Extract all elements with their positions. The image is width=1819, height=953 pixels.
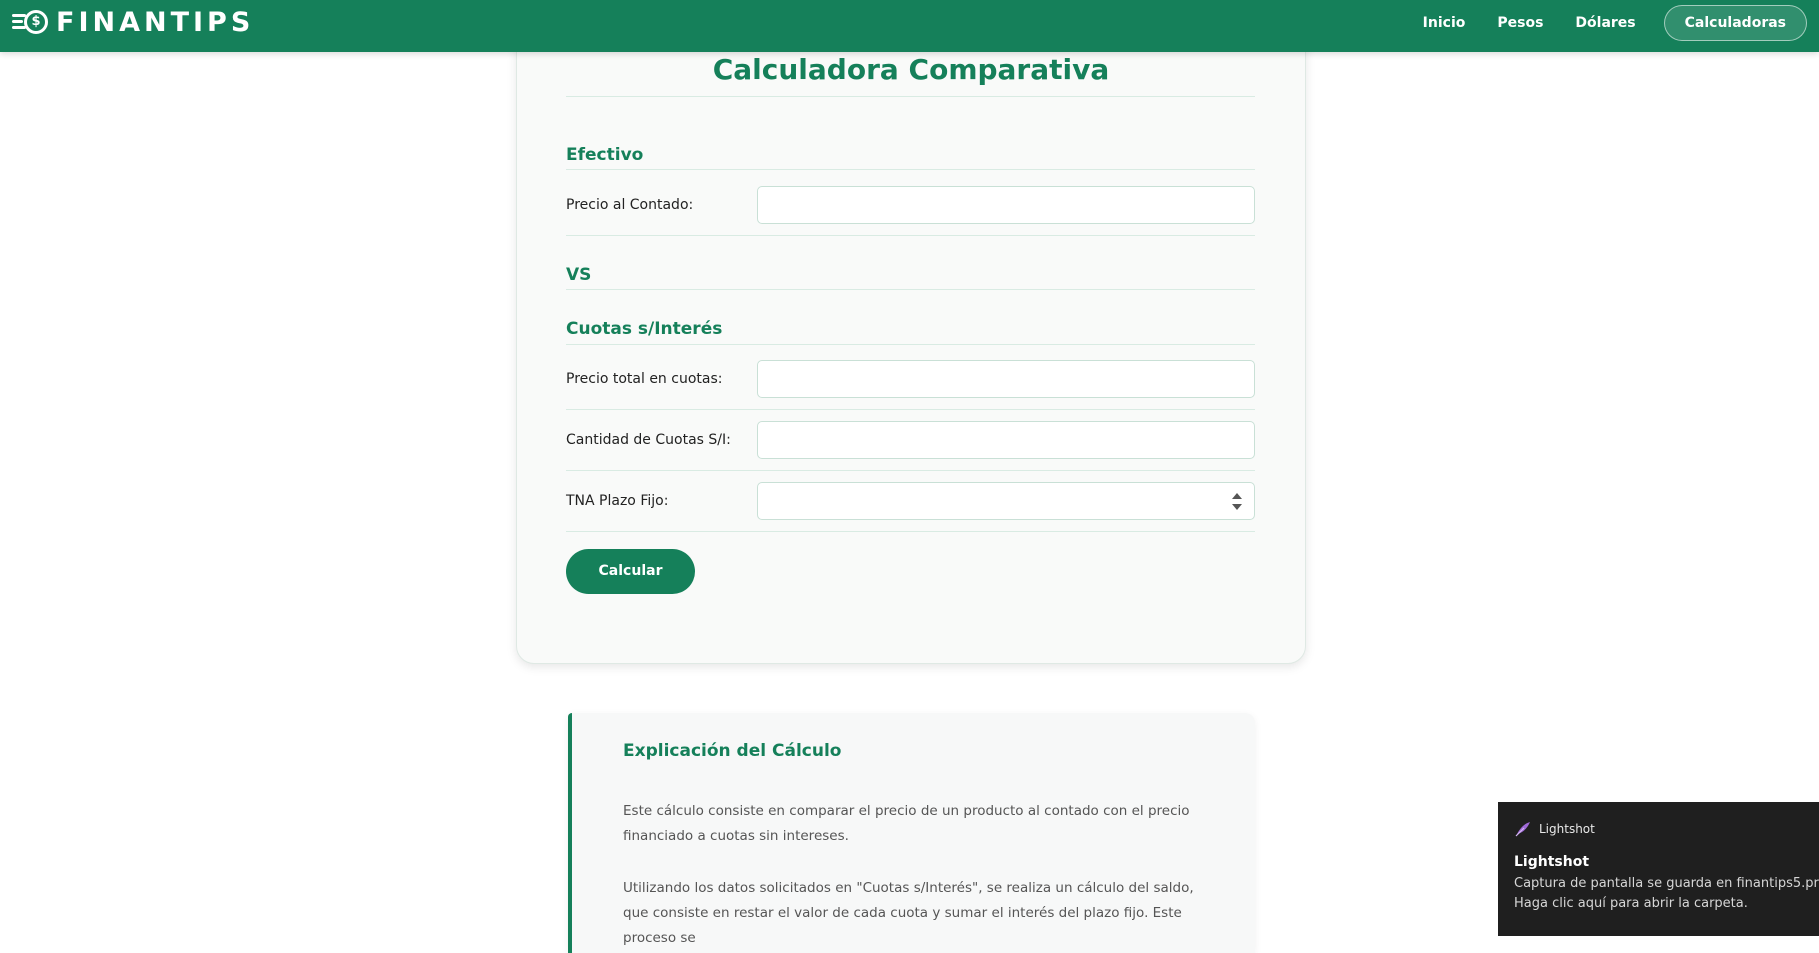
divider [566,470,1255,471]
dollar-coin-logo-icon: $ [12,8,54,36]
notification-title: Lightshot [1514,854,1590,870]
logo-text: FINANTIPS [56,6,255,38]
notification-app-row [1514,820,1595,838]
title-divider [566,96,1255,97]
nav-pesos[interactable]: Pesos [1497,15,1544,31]
nav-calculadoras[interactable]: Calculadoras [1664,5,1807,41]
divider [566,531,1255,532]
cash-price-input[interactable] [757,186,1255,224]
explanation-paragraph: Utilizando los datos solicitados en "Cuotas s/Interés", se realiza un cálculo del saldo, que consiste en restar el valor de cada cuota y sumar el interés del plazo fijo. Este proceso se [623,880,1194,946]
lightshot-notification[interactable] [1498,802,1819,936]
section-installments-heading: Cuotas s/Interés [566,319,723,339]
main-nav [1391,5,1807,41]
divider [566,409,1255,410]
explanation-panel [568,713,1255,953]
calculator-card [516,10,1306,664]
notification-line: Captura de pantalla se guarda en finantips5.pr [1514,876,1819,891]
installment-count-input[interactable] [757,421,1255,459]
lightshot-feather-icon [1514,820,1532,838]
explanation-title: Explicación del Cálculo [623,741,842,761]
total-installments-input[interactable] [757,360,1255,398]
calculator-title: Calculadora Comparativa [712,53,1110,86]
number-spinner-icon[interactable] [1232,493,1242,511]
notification-message [1514,874,1819,914]
divider [566,344,1255,345]
explanation-paragraph: Este cálculo consiste en comparar el precio de un producto al contado con el precio financiado a cuotas sin intereses. [623,803,1190,844]
divider [566,289,1255,290]
notification-line: Haga clic aquí para abrir la carpeta. [1514,896,1748,911]
site-logo[interactable] [12,8,254,36]
section-cash-heading: Efectivo [566,145,644,165]
divider [566,169,1255,170]
top-navbar [0,0,1819,52]
notification-app-name: Lightshot [1539,822,1595,836]
total-installments-label: Precio total en cuotas: [566,371,723,387]
vs-label: VS [566,265,592,285]
cash-price-label: Precio al Contado: [566,197,694,213]
tna-label: TNA Plazo Fijo: [566,493,669,509]
divider [566,235,1255,236]
installment-count-label: Cantidad de Cuotas S/I: [566,432,731,448]
calculate-button[interactable]: Calcular [566,549,695,594]
nav-inicio[interactable]: Inicio [1422,15,1466,31]
tna-number-input[interactable] [757,482,1255,520]
nav-dolares[interactable]: Dólares [1575,15,1636,31]
